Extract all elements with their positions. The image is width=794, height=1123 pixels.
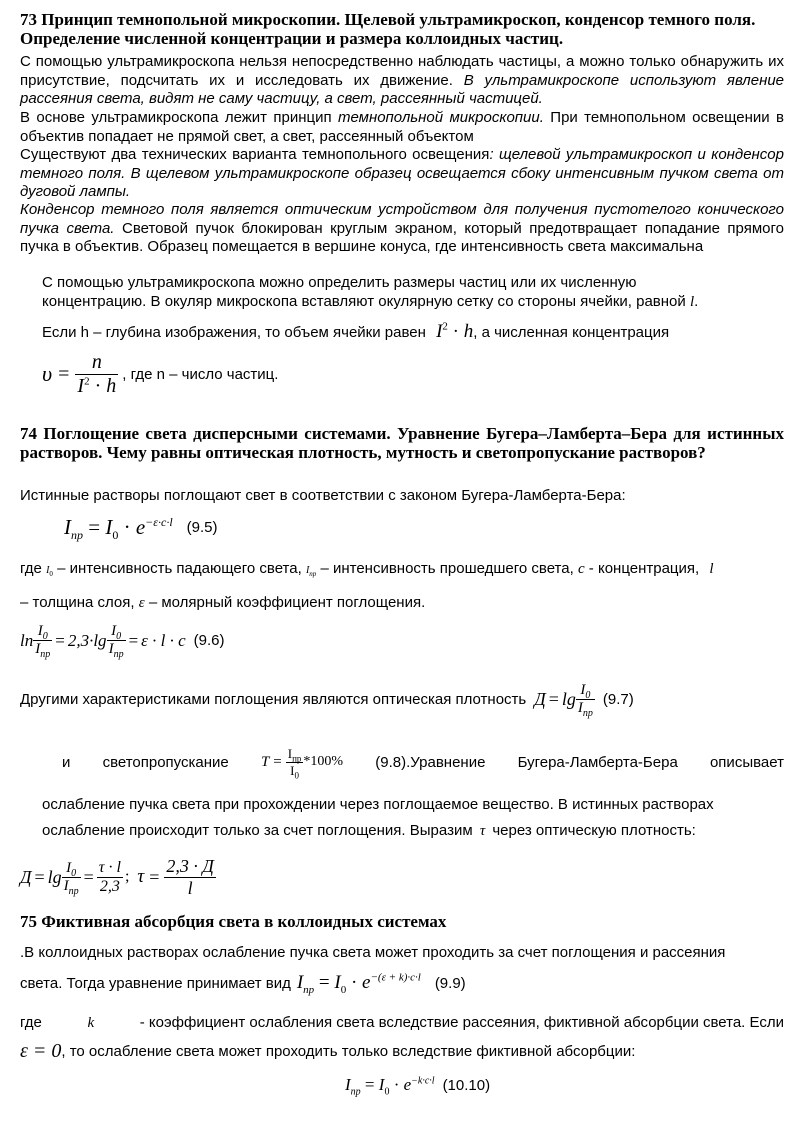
paragraph-italic-text: : щелевой ультрамикроскоп и конденсор темного поля. В щелевом ультрамикроскопе образец освещается сбоку интенсивным пучком света от дуговой лампы. (20, 146, 784, 200)
paragraph-italic-text: темнопольной микроскопии. (338, 109, 544, 126)
paragraph-text: В основе ультрамикроскопа лежит принцип (20, 109, 332, 126)
equation-label: (9.5) (186, 519, 218, 536)
tau-formula: Д = lg $\frac{I_0}{I_{пр}}$ = $\frac{\tau \cdot l}{2,3}$ ; τ = $\frac{2,3 \cdot Д}{l}$ (20, 855, 214, 898)
equation-9-9-line (20, 972, 466, 994)
section-74-paragraph-1: Истинные растворы поглощают свет в соответствии с законом Бугера-Ламберта-Бера: (20, 487, 626, 504)
equation-9-5 (64, 515, 218, 543)
section-74-paragraph-3: – толщина слоя, ε – молярный коэффициент поглощения. (20, 594, 426, 611)
transmittance-formula: T = $\frac{I_{пр}}{I_0}$ *100% (260, 745, 344, 781)
cell-volume-formula: $I^2 \cdot h$ (436, 320, 474, 342)
equation-9-8-line: и светопропускание T = $\frac{I_{пр}}{I_0}$ *100% (9.8).Уравнение Бугера-Ламберта-Бера описывает (62, 745, 784, 781)
paragraph-text: Существуют два технических варианта темнопольного освещения (20, 146, 490, 163)
section-73-paragraph-4 (20, 201, 784, 257)
formula-symbol: = (58, 362, 70, 385)
section-73-line-1: С помощью ультрамикроскопа можно определить размеры частиц или их численную (42, 274, 637, 291)
section-73-line-2 (42, 293, 698, 311)
paragraph-text: . (694, 293, 699, 310)
paragraph-text: С помощью ультрамикроскопа нельзя непосредственно наблюдать частицы, а можно только обнаружить их присутствие, подсчитать их и исследовать их движение. (20, 53, 784, 89)
paragraph-text: , а численная концентрация (473, 324, 670, 341)
equation-label: (9.9) (434, 974, 466, 992)
paragraph-text: Световой пучок блокирован круглым экраном, который предотвращает попадание прямого пучка в объектив. Образец помещается в вершине конуса, где интенсивность света максимальна (20, 219, 784, 255)
section-75-paragraph-4: ε = 0 , то ослабление света может проходить только вследствие фиктивной абсорбции: (20, 1040, 636, 1062)
section-74-paragraph-2: где $I_0$ – интенсивность падающего света, $I_{пр}$ – интенсивность прошедшего света, c - концентрация, l (20, 560, 714, 578)
equation-label: (9.7) (602, 691, 634, 708)
formula: $I_{пр} = I_0 \cdot e^{-(\varepsilon + k)\cdot c\cdot l}$ (296, 971, 421, 996)
paragraph-text: Если h – глубина изображения, то объем ячейки равен (42, 324, 426, 341)
equation-label: (9.6) (193, 632, 225, 649)
paragraph-text: концентрацию. В окуляр микроскопа вставляют окулярную сетку со стороны ячейки, равной (42, 293, 686, 310)
formula: $I_{пр} = I_0 \cdot e^{-\varepsilon\cdot c\cdot l}$ (64, 515, 173, 543)
section-75-paragraph-1: .В коллоидных растворах ослабление пучка света может проходить за счет поглощения и рассеяния (20, 944, 726, 961)
paragraph-text: , где n – число частиц. (122, 365, 279, 383)
paragraph-text: Другими характеристиками поглощения являются оптическая плотность (20, 691, 527, 708)
section-73-paragraph-2 (20, 109, 784, 146)
equation-label: (10.10) (442, 1076, 491, 1094)
section-73-paragraph-1 (20, 53, 784, 109)
section-73-line-3 (42, 321, 669, 343)
section-73-title: 73 Принцип темнопольной микроскопии. Щелевой ультрамикроскоп, конденсор темного поля. Определение численной концентрации и размера коллоидных частиц. (20, 10, 756, 48)
section-74-paragraph-6: ослабление пучка света при прохождении через поглощаемое вещество. В истинных растворах (42, 796, 714, 813)
paragraph-text: света. Тогда уравнение принимает вид (20, 974, 291, 992)
section-73-paragraph-3 (20, 146, 784, 202)
paragraph-text: При темнопольном освещении в объектив попадает не прямой свет, а свет, рассеянный объектом (20, 109, 785, 145)
formula-fraction: $\frac{n}{I^2 \cdot h}$ (77, 350, 117, 397)
equation-10-10: $I_{пр} = I_0 \cdot e^{-k\cdot c\cdot l}$ (10.10) (345, 1075, 491, 1098)
paragraph-italic-text: В ультрамикроскопе используют явление рассеяния света, видят не саму частицу, а свет, рассеянный частицей. (20, 71, 785, 107)
formula-symbol: l (689, 294, 695, 310)
equation-9-7-line: Другими характеристиками поглощения являются оптическая плотность Д = lg $\frac{I_0}{I_{пр}}$ (9.7) (20, 682, 634, 719)
formula-symbol: υ (42, 361, 53, 386)
section-75-title: 75 Фиктивная абсорбция света в коллоидных системах (20, 912, 447, 931)
equation-9-6: ln $\frac{I_0}{I_{пр}}$ = 2,3·lg $\frac{I_0}{I_{пр}}$ = ε · l · c (9.6) (20, 623, 225, 660)
concentration-formula (42, 348, 278, 400)
section-75-paragraph-3: где k - коэффициент ослабления света вследствие рассеяния, фиктивной абсорбции света. Если (20, 1014, 784, 1031)
section-74-paragraph-7: ослабление происходит только за счет поглощения. Выразим τ через оптическую плотность: (42, 822, 696, 839)
section-74-title: 74 Поглощение света дисперсными системами. Уравнение Бугера–Ламберта–Бера для истинных растворов. Чему равны оптическая плотность, мутность и светопропускание растворов? (20, 424, 784, 462)
paragraph-italic-text: Конденсор темного поля является оптическим устройством для получения пустотелого конического пучка света. (20, 201, 784, 237)
